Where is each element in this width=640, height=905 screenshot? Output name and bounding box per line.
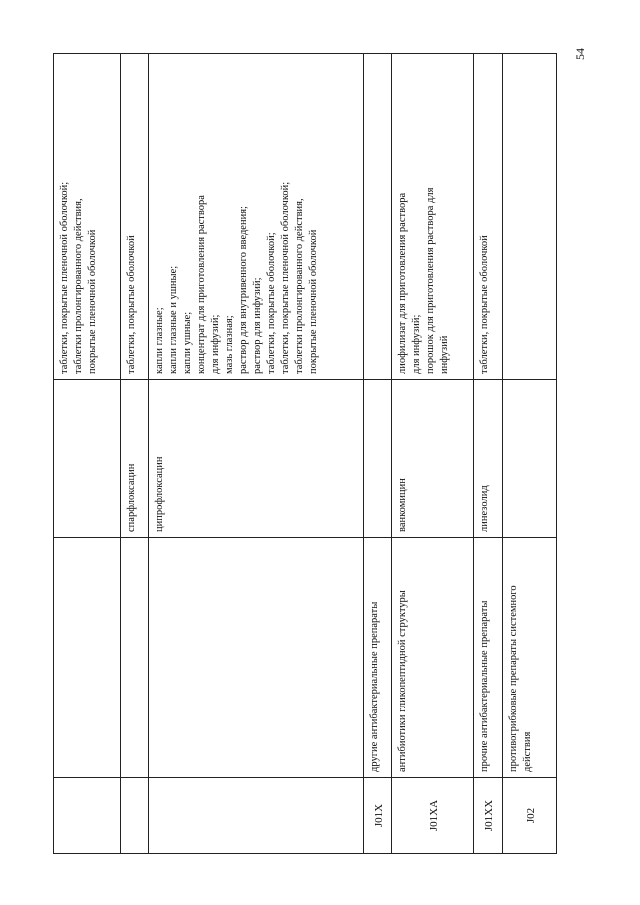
drug-cell: ципрофлоксацин <box>149 380 364 538</box>
dosage-form-line: таблетки, покрытые оболочкой; <box>266 232 277 374</box>
dosage-form-line: покрытые пленочной оболочкой <box>308 229 319 374</box>
atc-code-cell <box>121 778 149 854</box>
dosage-form-line: таблетки пролонгированного действия, <box>294 198 305 374</box>
dosage-forms-cell <box>121 54 149 380</box>
drug-cell: линезолид <box>474 380 503 538</box>
drug-table <box>53 53 557 854</box>
dosage-form-line: таблетки, покрытые оболочкой <box>126 235 137 374</box>
dosage-form-line: инфузий <box>439 335 450 374</box>
dosage-forms-cell <box>364 54 392 380</box>
dosage-form-line: таблетки, покрытые пленочной оболочкой; <box>59 181 70 374</box>
group-cell <box>54 538 121 778</box>
dosage-form-line: раствор для инфузий; <box>252 277 263 374</box>
dosage-form-line: таблетки, покрытые оболочкой <box>479 235 490 374</box>
table-row <box>149 54 364 854</box>
dosage-form-line: для инфузий; <box>210 314 221 374</box>
dosage-form-line: капли ушные; <box>182 311 193 374</box>
rotated-table-container <box>53 54 556 854</box>
drug-cell <box>503 380 557 538</box>
dosage-form-line: лиофилизат для приготовления раствора <box>397 192 408 374</box>
atc-code-cell <box>149 778 364 854</box>
group-cell: антибиотики гликопептидной структуры <box>392 538 474 778</box>
dosage-forms-cell <box>149 54 364 380</box>
table-body <box>54 54 557 854</box>
group-cell: прочие антибактериальные препараты <box>474 538 503 778</box>
dosage-form-line: раствор для внутривенного введения; <box>238 206 249 374</box>
dosage-form-line: таблетки, покрытые пленочной оболочкой; <box>280 181 291 374</box>
dosage-forms-cell <box>474 54 503 380</box>
table-row <box>503 54 557 854</box>
dosage-forms-cell <box>392 54 474 380</box>
dosage-form-line: порошок для приготовления раствора для <box>425 187 436 374</box>
group-cell <box>149 538 364 778</box>
table-row <box>121 54 149 854</box>
table-row <box>364 54 392 854</box>
dosage-form-line: таблетки пролонгированного действия, <box>73 198 84 374</box>
drug-cell <box>54 380 121 538</box>
table-row <box>54 54 121 854</box>
dosage-forms-cell <box>54 54 121 380</box>
dosage-form-line: капли глазные; <box>154 307 165 374</box>
dosage-forms-cell <box>503 54 557 380</box>
drug-cell: спарфлоксацин <box>121 380 149 538</box>
atc-code-cell: J01X <box>364 778 392 854</box>
page-number: 54 <box>573 48 587 60</box>
table-row <box>474 54 503 854</box>
drug-cell: ванкомицин <box>392 380 474 538</box>
dosage-form-line: капли глазные и ушные; <box>168 265 179 374</box>
dosage-form-line: концентрат для приготовления раствора <box>196 195 207 374</box>
atc-code-cell: J01XA <box>392 778 474 854</box>
table-row <box>392 54 474 854</box>
dosage-form-line: мазь глазная; <box>224 315 235 374</box>
atc-code-cell: J02 <box>503 778 557 854</box>
dosage-form-line: покрытые пленочной оболочкой <box>87 229 98 374</box>
drug-cell <box>364 380 392 538</box>
group-cell: противогрибковые препараты системного действия <box>503 538 557 778</box>
group-cell <box>121 538 149 778</box>
group-cell: другие антибактериальные препараты <box>364 538 392 778</box>
atc-code-cell: J01XX <box>474 778 503 854</box>
atc-code-cell <box>54 778 121 854</box>
dosage-form-line: для инфузий; <box>411 314 422 374</box>
